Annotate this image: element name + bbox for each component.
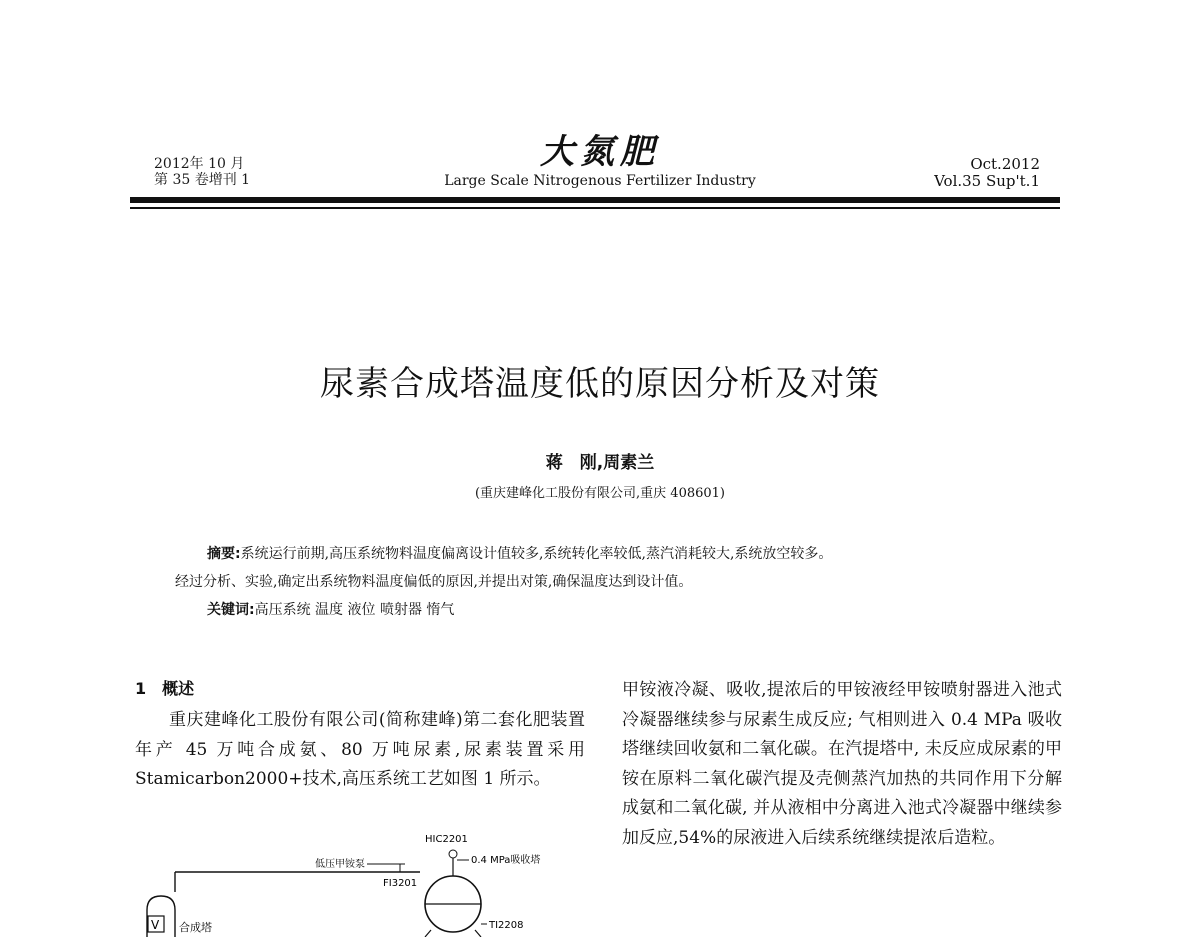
header-issue-info-en bbox=[934, 156, 1040, 190]
right-column bbox=[622, 676, 1062, 853]
journal-name-en: Large Scale Nitrogenous Fertilizer Industry bbox=[444, 173, 756, 189]
volume-en: Vol.35 Sup't.1 bbox=[934, 172, 1040, 190]
article-authors: 蒋 刚,周素兰 bbox=[545, 453, 655, 473]
abstract-line-2 bbox=[175, 568, 1055, 596]
process-figure bbox=[135, 830, 595, 937]
scrubber-leg-left bbox=[425, 930, 431, 937]
journal-logo: 大氮肥 bbox=[540, 132, 660, 172]
keywords-text: 高压系统 温度 液位 喷射器 惰气 bbox=[254, 602, 455, 618]
abstract-text-1: 系统运行前期,高压系统物料温度偏离设计值较多,系统转化率较低,蒸汽消耗较大,系统放空较多。 bbox=[240, 546, 833, 562]
keywords-line bbox=[175, 596, 1055, 624]
article-affiliation: (重庆建峰化工股份有限公司,重庆 408601) bbox=[474, 486, 726, 501]
article-title: 尿素合成塔温度低的原因分析及对策 bbox=[320, 364, 880, 404]
section-heading: 1 概述 bbox=[135, 679, 195, 698]
header-issue-info bbox=[154, 156, 250, 188]
issue-date-cn: 2012年 10 月 bbox=[154, 156, 245, 172]
journal-masthead bbox=[420, 132, 780, 190]
keywords-label: 关键词: bbox=[207, 602, 255, 618]
scrubber-leg-right bbox=[475, 930, 481, 937]
section-paragraph: 重庆建峰化工股份有限公司(简称建峰)第二套化肥装置年产 45 万吨合成氨、80 万吨尿素,尿素装置采用 Stamicarbon2000+技术,高压系统工艺如图 1 所示。 bbox=[135, 710, 585, 789]
hic-label: HIC2201 bbox=[425, 834, 468, 845]
pump-label: 低压甲铵泵 bbox=[315, 859, 365, 870]
abstract-label: 摘要: bbox=[207, 546, 241, 562]
volume-cn: 第 35 卷增刊 1 bbox=[154, 172, 251, 188]
abstract-block bbox=[175, 540, 1055, 624]
ti-label: TI2208 bbox=[489, 920, 524, 931]
abstract-text-2: 经过分析、实验,确定出系统物料温度偏低的原因,并提出对策,确保温度达到设计值。 bbox=[175, 574, 693, 590]
issue-date-en: Oct.2012 bbox=[970, 155, 1040, 173]
fi-label: FI3201 bbox=[383, 878, 418, 889]
absorber-label: 0.4 MPa吸收塔 bbox=[471, 855, 541, 866]
header-rule-thick bbox=[130, 197, 1060, 203]
right-column-paragraph: 甲铵液冷凝、吸收,提浓后的甲铵液经甲铵喷射器进入池式冷凝器继续参与尿素生成反应; 气相则进入 0.4 MPa 吸收塔继续回收氨和二氧化碳。在汽提塔中, 未反应成尿素的甲铵在原料二氧化碳汽提及壳侧蒸汽加热的共同作用下分解成氨和二氧化碳, 并从液相中分离进入池式冷凝器中继续参加反应,54%的尿液进入后续系统继续提浓后造粒。 bbox=[622, 680, 1062, 848]
abstract-line-1 bbox=[175, 540, 1055, 568]
hic-valve-symbol bbox=[449, 850, 457, 858]
valve-label: V bbox=[151, 918, 160, 932]
reactor-label: 合成塔 bbox=[179, 921, 212, 934]
process-diagram bbox=[135, 830, 595, 937]
left-column bbox=[135, 676, 585, 795]
header-rule-thin bbox=[130, 207, 1060, 209]
